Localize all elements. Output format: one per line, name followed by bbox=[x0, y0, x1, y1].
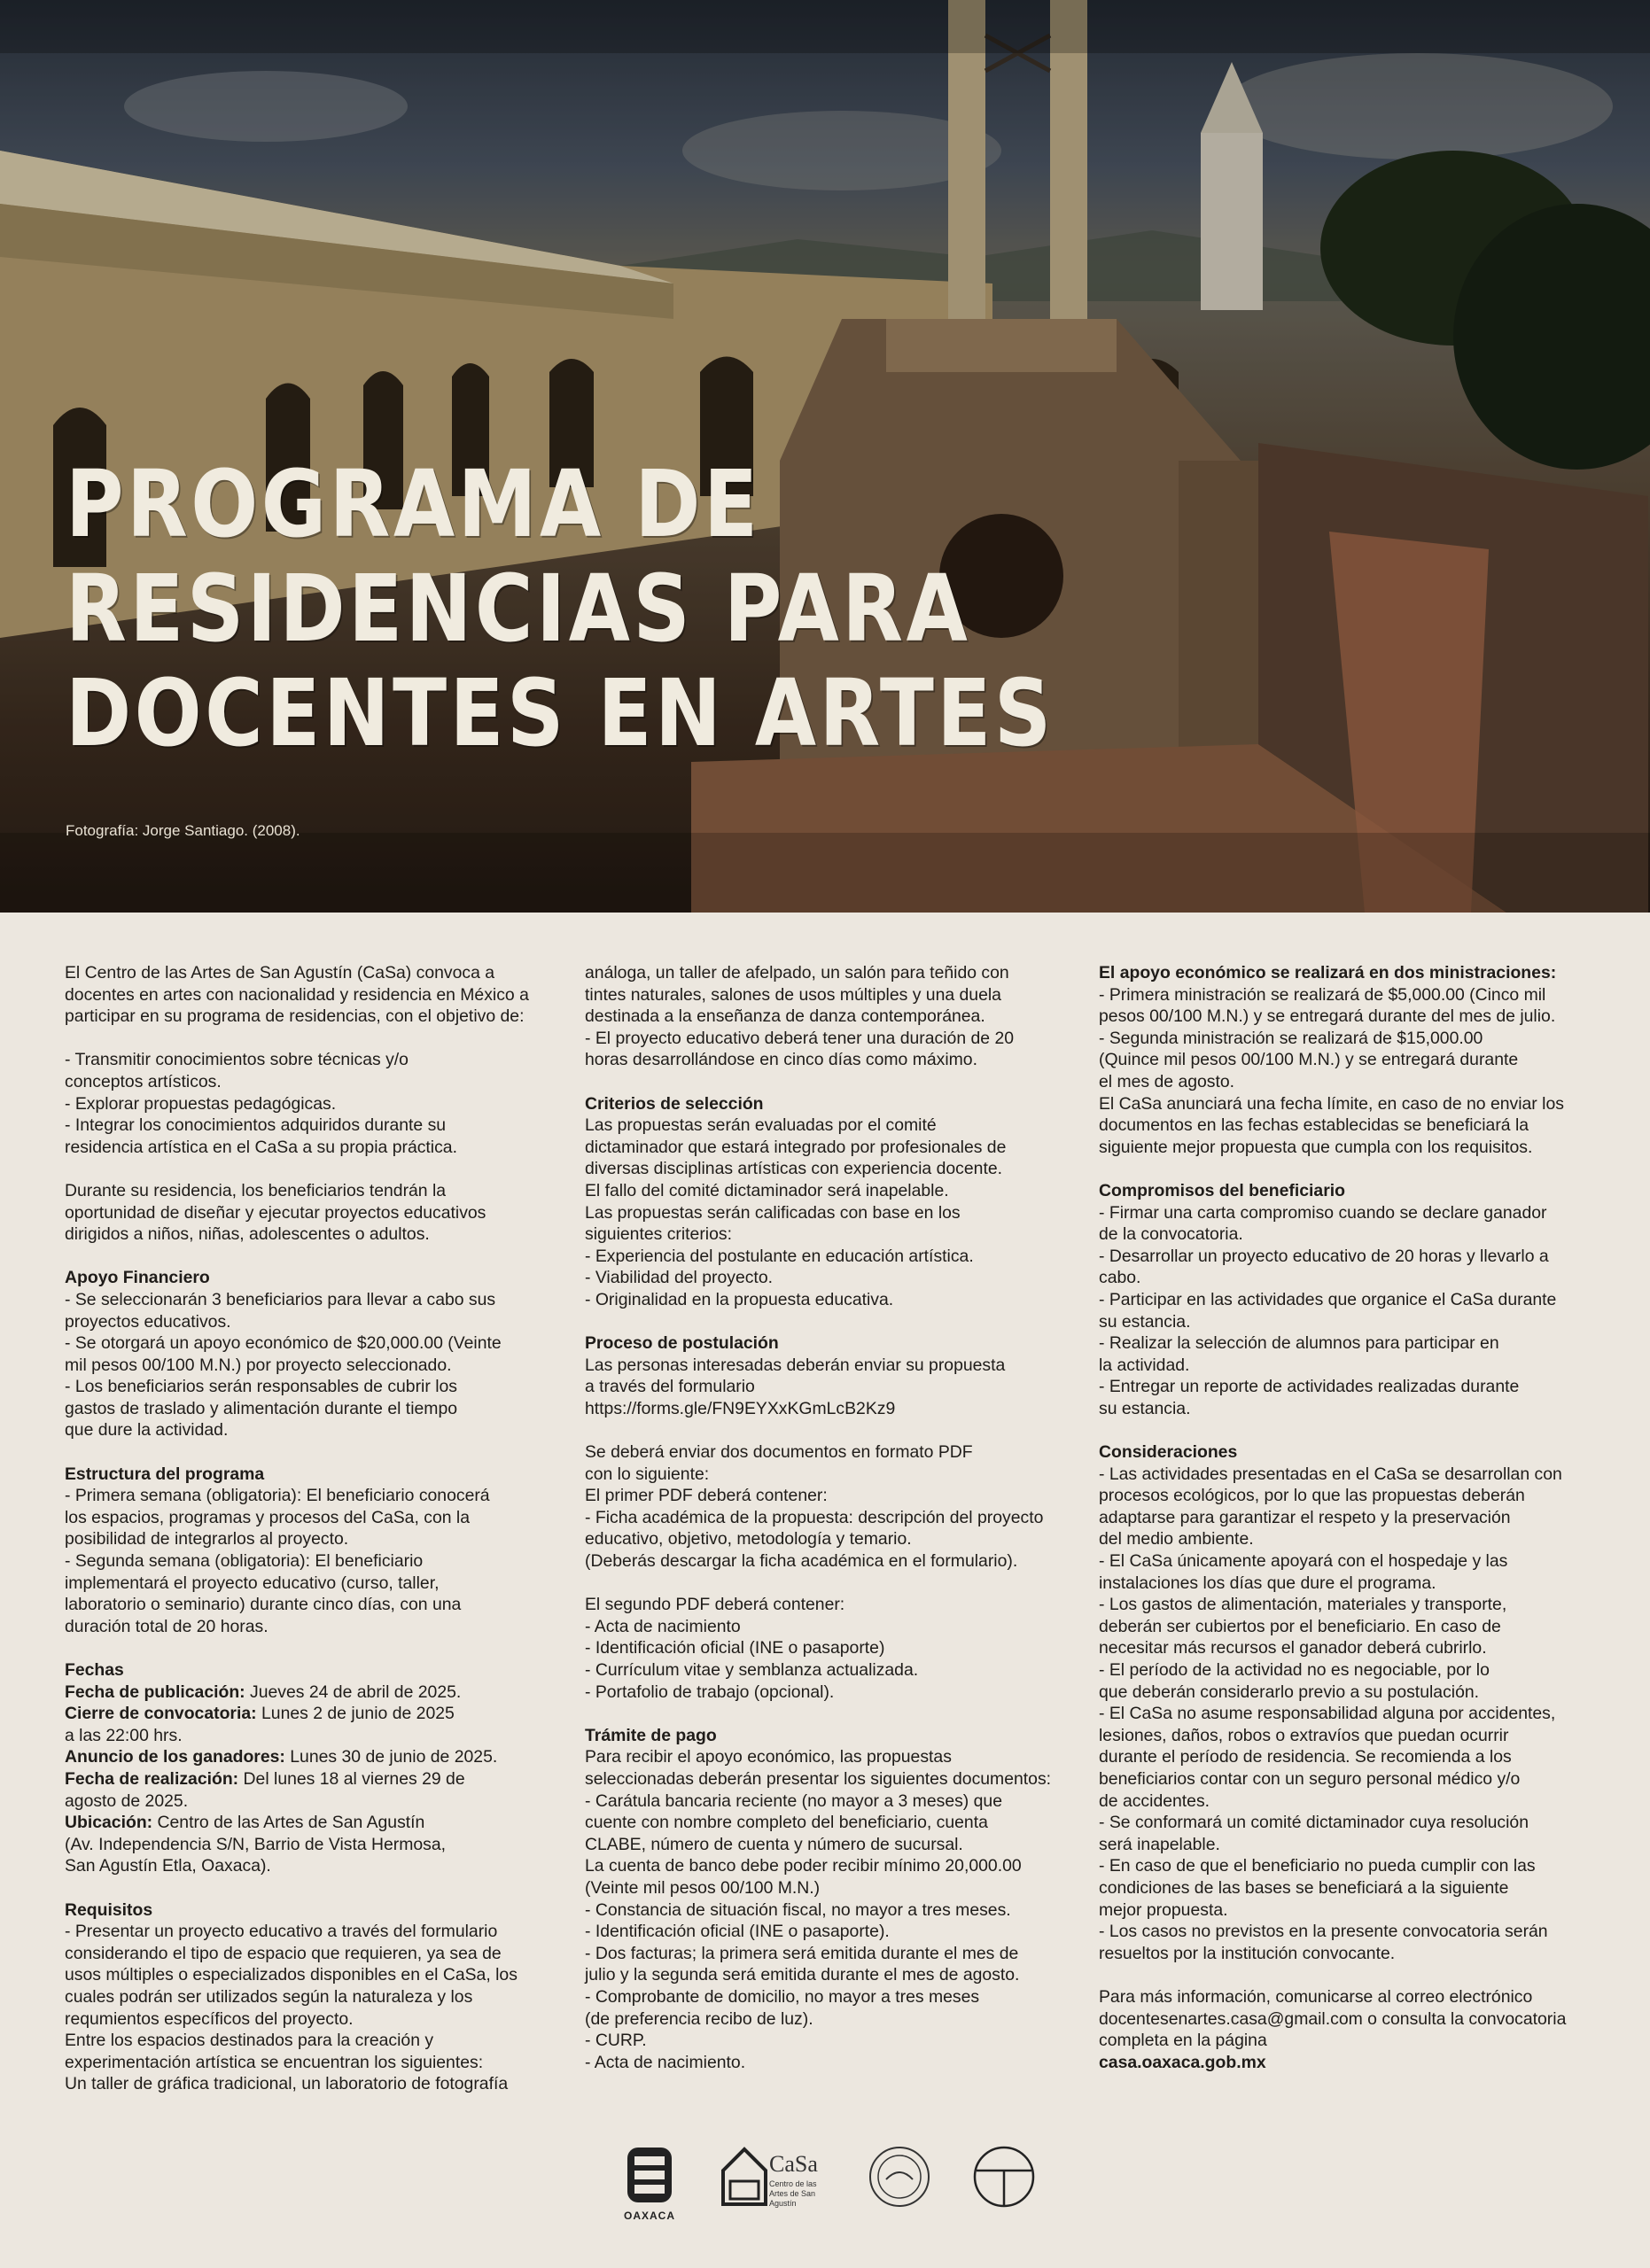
contacto-body: Para más información, comunicarse al correo electrónico docentesenartes.casa@gmail.com o consulta la convocatoria completa en la página bbox=[1099, 1986, 1567, 2051]
residency-paragraph: Durante su residencia, los beneficiarios tendrán la oportunidad de diseñar y ejecutar proyectos educativos dirigidos a niños, niñas, adolescentes o adultos. bbox=[65, 1180, 486, 1245]
realizacion-value: Del lunes 18 al viernes 29 de agosto de 2025. bbox=[65, 1768, 465, 1811]
estructura-body: - Primera semana (obligatoria): El beneficiario conocerá los espacios, programas y procesos del CaSa, con la posibilidad de integrarlos al proyecto. - Segunda semana (obligatoria): El beneficiario implementará el proyecto educativo (curso, taller, laboratorio o seminario) durante cinco días, con una duración total de 20 horas. bbox=[65, 1486, 490, 1636]
column-1 bbox=[65, 962, 561, 2095]
requisitos-heading: Requisitos bbox=[65, 1899, 153, 1920]
apoyo-financiero-body: - Se seleccionarán 3 beneficiarios para llevar a cabo sus proyectos educativos. - Se otorgará un apoyo económico de $20,000.00 (Veinte mil pesos 00/100 M.N.) por proyecto seleccionado. - Los beneficiarios serán responsables de cubrir los gastos de traslado y alimentación durante el tiempo que dure la actividad. bbox=[65, 1289, 502, 1441]
page-title bbox=[66, 452, 1055, 765]
criterios-heading: Criterios de selección bbox=[585, 1093, 764, 1114]
fecha-publicacion-label: Fecha de publicación: bbox=[65, 1682, 245, 1702]
seal-icon bbox=[867, 2144, 932, 2210]
intro-paragraph: El Centro de las Artes de San Agustín (CaSa) convoca a docentes en artes con nacionalidad y residencia en México a participar en su programa de residencias, con el objetivo de: bbox=[65, 963, 529, 1027]
ubicacion-label: Ubicación: bbox=[65, 1813, 153, 1833]
circle-logo bbox=[971, 2144, 1037, 2214]
cierre-value: Lunes 2 de junio de 2025 a las 22:00 hrs. bbox=[65, 1704, 455, 1745]
compromisos-body: - Firmar una carta compromiso cuando se declare ganador de la convocatoria. - Desarrollar un proyecto educativo de 20 horas y llevarlo a cabo. - Participar en las actividades que organice el CaSa durante su estancia. - Realizar la selección de alumnos para participar en la actividad. - Entregar un reporte de actividades realizadas durante su estancia. bbox=[1099, 1202, 1557, 1418]
consideraciones-body: - Las actividades presentadas en el CaSa se desarrollan con procesos ecológicos, por lo que las propuestas deberán adaptarse para garantizar el respeto y la preservación del medio ambiente. - El CaSa únicamente apoyará con el hospedaje y las instalaciones los días que dure el programa. - Los gastos de alimentación, materiales y transporte, deberán ser cubiertos por el beneficiario. En caso de necesitar más recursos el ganador deberá cubrirlo. - El período de la actividad no es negociable, por lo que deberán considerarlo previo a su postulación. - El CaSa no asume responsabilidad alguna por accidentes, lesiones, daños, robos o extravíos que puedan ocurrir durante el período de residencia. Se recomienda a los beneficiarios contar con un seguro personal médico y/o de accidentes. - Se conformará un comité dictaminador cuya resolución será inapelable. - En caso de que el beneficiario no pueda cumplir con las condiciones de las bases se beneficiará a la siguiente mejor propuesta. - Los casos no previstos en la presente convocatoria serán resueltos por la institución convocante. bbox=[1099, 1464, 1562, 1963]
oaxaca-logo bbox=[619, 2144, 681, 2222]
ministraciones-heading: El apoyo económico se realizará en dos ministraciones: bbox=[1099, 963, 1557, 983]
title-line-1: PROGRAMA DE bbox=[66, 450, 761, 558]
circle-mark-icon bbox=[971, 2144, 1037, 2210]
ubicacion-value: Centro de las Artes de San Agustín (Av. Independencia S/N, Barrio de Vista Hermosa, San Agustín Etla, Oaxaca). bbox=[65, 1813, 447, 1876]
segundo-pdf-body: El segundo PDF deberá contener: - Acta de nacimiento - Identificación oficial (INE o pasaporte) - Currículum vitae y semblanza actualizada. - Portafolio de trabajo (opcional). bbox=[585, 1595, 919, 1702]
apoyo-financiero-heading: Apoyo Financiero bbox=[65, 1268, 210, 1288]
compromisos-heading: Compromisos del beneficiario bbox=[1099, 1180, 1345, 1200]
website-link[interactable]: casa.oaxaca.gob.mx bbox=[1099, 2052, 1266, 2072]
ganadores-label: Anuncio de los ganadores: bbox=[65, 1747, 285, 1767]
requisitos-continuation: análoga, un taller de afelpado, un salón para teñido con tintes naturales, salones de usos múltiples y una duela destinada a la enseñanza de danza contemporánea. - El proyecto educativo deberá tener una duración de 20 horas desarrollándose en cinco días como máximo. bbox=[585, 963, 1015, 1070]
fechas-heading: Fechas bbox=[65, 1660, 124, 1680]
footer-logos bbox=[0, 2144, 1650, 2233]
tramite-body: Para recibir el apoyo económico, las propuestas seleccionadas deberán presentar los siguientes documentos: - Carátula bancaria reciente (no mayor a 3 meses) que cuente con nombre completo del beneficiario, cuenta CLABE, número de cuenta y número de sucursal. La cuenta de banco debe poder recibir mínimo 20,000.00 (Veinte mil pesos 00/100 M.N.) - Constancia de situación fiscal, no mayor a tres meses. - Identificación oficial (INE o pasaporte). - Dos facturas; la primera será emitida durante el mes de julio y la segunda será emitida durante el mes de agosto. - Comprobante de domicilio, no mayor a tres meses (de preferencia recibo de luz). - CURP. - Acta de nacimiento. bbox=[585, 1747, 1052, 2072]
casa-subtitle: Centro de las Artes de San Agustín bbox=[769, 2179, 817, 2208]
proceso-heading: Proceso de postulación bbox=[585, 1333, 779, 1354]
hero-photo bbox=[0, 0, 1650, 913]
casa-label: CaSa bbox=[769, 2151, 818, 2177]
estructura-heading: Estructura del programa bbox=[65, 1464, 265, 1484]
oaxaca-label: OAXACA bbox=[623, 2210, 675, 2222]
tramite-heading: Trámite de pago bbox=[585, 1725, 717, 1745]
consideraciones-heading: Consideraciones bbox=[1099, 1442, 1238, 1463]
ministraciones-body: - Primera ministración se realizará de $5,000.00 (Cinco mil pesos 00/100 M.N.) y se entregará durante del mes de julio. - Segunda ministración se realizará de $15,000.00 (Quince mil pesos 00/100 M.N.) y se entregará durante el mes de agosto. El CaSa anunciará una fecha límite, en caso de no enviar los documentos en las fechas establecidas se beneficiará la siguiente mejor propuesta que cumpla con los requisitos. bbox=[1099, 984, 1564, 1157]
requisitos-body: - Presentar un proyecto educativo a través del formulario considerando el tipo de espacio que requieren, ya sea de usos múltiples o especializados disponibles en el CaSa, los cuales podrán ser utilizados según la naturaleza y los requmientos específicos del proyecto. Entre los espacios destinados para la creación y experimentación artística se encuentran los siguientes: Un taller de gráfica tradicional, un laboratorio de fotografía bbox=[65, 1922, 518, 2094]
casa-house-icon bbox=[720, 2144, 769, 2208]
ganadores-value: Lunes 30 de junio de 2025. bbox=[284, 1747, 498, 1767]
casa-logo bbox=[720, 2144, 835, 2212]
title-line-2: RESIDENCIAS PARA bbox=[66, 555, 971, 663]
column-2 bbox=[585, 962, 1068, 2073]
photo-credit: Fotografía: Jorge Santiago. (2008). bbox=[66, 822, 300, 839]
documentos-body: Se deberá enviar dos documentos en formato PDF con lo siguiente: El primer PDF deberá contener: - Ficha académica de la propuesta: descripción del proyecto educativo, objetivo, metodología y temario. (Deberás descargar la ficha académica en el formulario). bbox=[585, 1442, 1044, 1572]
title-line-3: DOCENTES EN ARTES bbox=[66, 659, 1055, 767]
fechas-list bbox=[65, 1682, 561, 1877]
column-3 bbox=[1099, 962, 1595, 2073]
criterios-body: Las propuestas serán evaluadas por el comité dictaminador que estará integrado por profesionales de diversas disciplinas artísticas con experiencia docente. El fallo del comité dictaminador será inapelable. Las propuestas serán calificadas con base en los siguientes criterios: - Experiencia del postulante en educación artística. - Viabilidad del proyecto. - Originalidad en la propuesta educativa. bbox=[585, 1115, 1007, 1309]
seal-logo bbox=[867, 2144, 932, 2214]
objectives-list: - Transmitir conocimientos sobre técnicas y/o conceptos artísticos. - Explorar propuestas pedagógicas. - Integrar los conocimientos adquiridos durante su residencia artística en el CaSa a su propia práctica. bbox=[65, 1050, 457, 1157]
oaxaca-emblem-icon bbox=[619, 2144, 681, 2208]
cierre-label: Cierre de convocatoria: bbox=[65, 1704, 257, 1724]
realizacion-label: Fecha de realización: bbox=[65, 1768, 239, 1789]
proceso-body: Las personas interesadas deberán enviar su propuesta a través del formulario https://forms.gle/FN9EYXxKGmLcB2Kz9 bbox=[585, 1355, 1006, 1418]
fecha-publicacion-value: Jueves 24 de abril de 2025. bbox=[245, 1682, 462, 1702]
